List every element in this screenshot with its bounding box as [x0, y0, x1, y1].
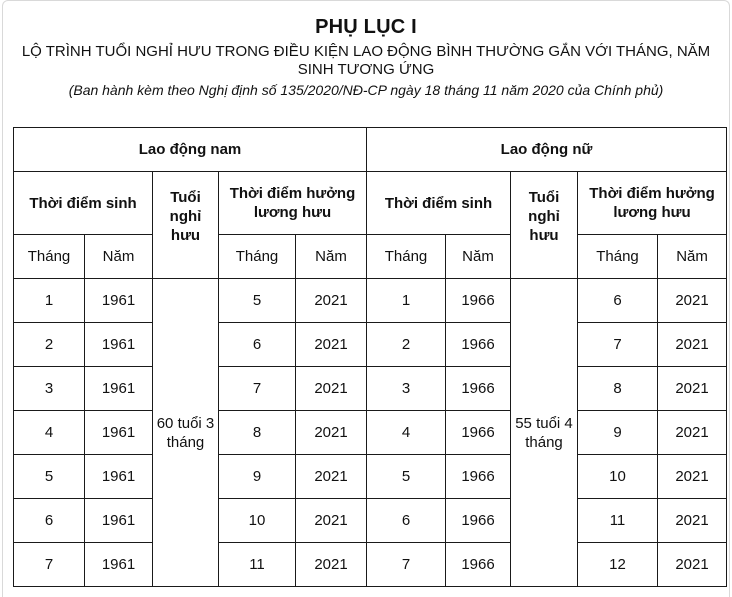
female-birth-month: 5: [367, 455, 446, 499]
female-birth-year: 1966: [446, 279, 511, 323]
female-pension-month: 11: [578, 499, 658, 543]
male-age-header: Tuổi nghỉ hưu: [153, 172, 219, 279]
male-birth-year: 1961: [85, 499, 153, 543]
female-birth-month: 2: [367, 323, 446, 367]
table-row: [14, 323, 727, 367]
male-pension-month: 5: [219, 279, 296, 323]
decree-note: (Ban hành kèm theo Nghị định số 135/2020/NĐ-CP ngày 18 tháng 11 năm 2020 của Chính phủ): [68, 82, 664, 98]
male-birth-header: Thời điểm sinh: [14, 172, 153, 235]
table-row: [14, 279, 727, 323]
female-birth-year: 1966: [446, 543, 511, 587]
female-birth-month: 7: [367, 543, 446, 587]
male-pension-year: 2021: [296, 543, 367, 587]
male-birth-year: 1961: [85, 411, 153, 455]
male-retirement-age: 60 tuổi 3 tháng: [153, 279, 219, 587]
female-pension-year: 2021: [658, 499, 727, 543]
female-birth-year: 1966: [446, 411, 511, 455]
male-birth-month: 3: [14, 367, 85, 411]
male-pension-year: 2021: [296, 499, 367, 543]
female-pension-year: 2021: [658, 279, 727, 323]
female-pension-month: 7: [578, 323, 658, 367]
male-pension-month: 10: [219, 499, 296, 543]
female-birth-month: 1: [367, 279, 446, 323]
female-birth-year: 1966: [446, 455, 511, 499]
female-pension-year: 2021: [658, 411, 727, 455]
male-pension-year: 2021: [296, 279, 367, 323]
male-pension-year: 2021: [296, 367, 367, 411]
female-birth-year: 1966: [446, 499, 511, 543]
male-birth-month: 7: [14, 543, 85, 587]
male-birth-month: 5: [14, 455, 85, 499]
page-title: PHỤ LỤC I: [315, 16, 417, 38]
male-birth-year: 1961: [85, 455, 153, 499]
document-page: [2, 0, 730, 597]
male-birth-month: 6: [14, 499, 85, 543]
female-pension-header: Thời điểm hưởng lương hưu: [578, 172, 727, 235]
female-pension-month: 8: [578, 367, 658, 411]
document-heading: [3, 1, 729, 99]
male-pension-year: 2021: [296, 411, 367, 455]
col-female-birth-month: Tháng: [367, 235, 446, 279]
male-birth-month: 2: [14, 323, 85, 367]
table-row: [14, 367, 727, 411]
column-header-row: [14, 235, 727, 279]
col-male-birth-year: Năm: [85, 235, 153, 279]
male-pension-month: 7: [219, 367, 296, 411]
male-birth-month: 4: [14, 411, 85, 455]
female-group-header: Lao động nữ: [367, 128, 727, 172]
female-pension-month: 9: [578, 411, 658, 455]
female-pension-month: 10: [578, 455, 658, 499]
male-pension-month: 8: [219, 411, 296, 455]
male-birth-month: 1: [14, 279, 85, 323]
male-pension-month: 9: [219, 455, 296, 499]
male-pension-header: Thời điểm hưởng lương hưu: [219, 172, 367, 235]
male-birth-year: 1961: [85, 323, 153, 367]
female-pension-year: 2021: [658, 455, 727, 499]
col-male-pension-year: Năm: [296, 235, 367, 279]
col-female-birth-year: Năm: [446, 235, 511, 279]
female-pension-month: 12: [578, 543, 658, 587]
male-pension-month: 6: [219, 323, 296, 367]
male-birth-year: 1961: [85, 279, 153, 323]
female-birth-month: 6: [367, 499, 446, 543]
male-birth-year: 1961: [85, 367, 153, 411]
page-subtitle: LỘ TRÌNH TUỔI NGHỈ HƯU TRONG ĐIỀU KIỆN LAO ĐỘNG BÌNH THƯỜNG GẮN VỚI THÁNG, NĂM SINH TƯƠNG ỨNG: [21, 43, 711, 78]
sub-header-row: [14, 172, 727, 235]
female-pension-year: 2021: [658, 543, 727, 587]
male-pension-year: 2021: [296, 323, 367, 367]
female-retirement-age: 55 tuổi 4 tháng: [511, 279, 578, 587]
female-birth-month: 4: [367, 411, 446, 455]
table-row: [14, 455, 727, 499]
male-pension-month: 11: [219, 543, 296, 587]
col-male-pension-month: Tháng: [219, 235, 296, 279]
female-age-header: Tuổi nghỉ hưu: [511, 172, 578, 279]
table-row: [14, 543, 727, 587]
col-female-pension-year: Năm: [658, 235, 727, 279]
female-birth-month: 3: [367, 367, 446, 411]
table-body: [14, 279, 727, 587]
group-header-row: [14, 128, 727, 172]
female-pension-year: 2021: [658, 367, 727, 411]
male-pension-year: 2021: [296, 455, 367, 499]
col-female-pension-month: Tháng: [578, 235, 658, 279]
col-male-birth-month: Tháng: [14, 235, 85, 279]
female-pension-month: 6: [578, 279, 658, 323]
male-birth-year: 1961: [85, 543, 153, 587]
female-birth-header: Thời điểm sinh: [367, 172, 511, 235]
female-birth-year: 1966: [446, 367, 511, 411]
table-row: [14, 499, 727, 543]
female-birth-year: 1966: [446, 323, 511, 367]
female-pension-year: 2021: [658, 323, 727, 367]
retirement-table: [13, 127, 727, 587]
table-row: [14, 411, 727, 455]
male-group-header: Lao động nam: [14, 128, 367, 172]
